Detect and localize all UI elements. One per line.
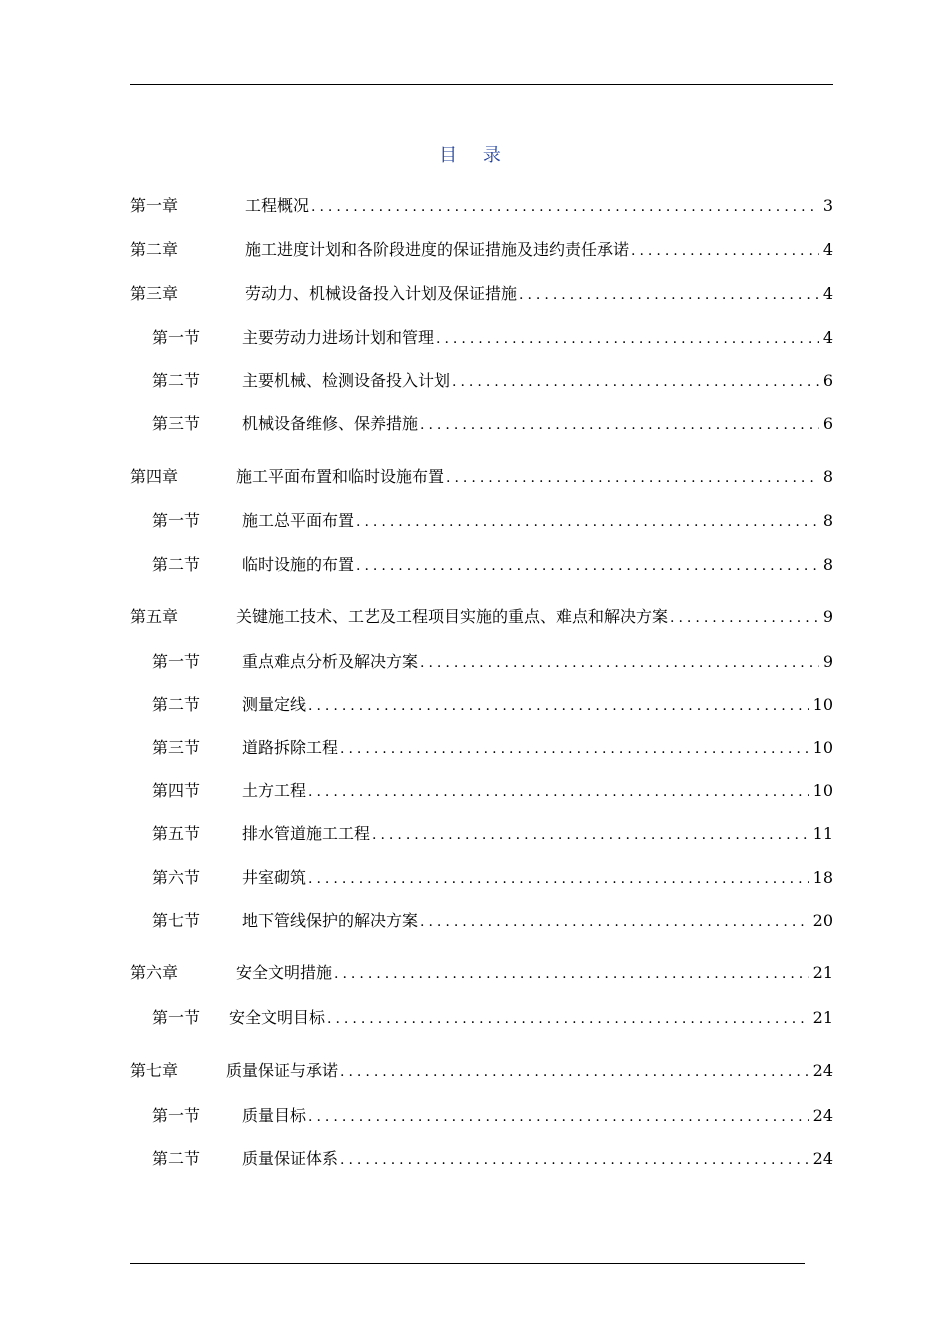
toc-entry-section[interactable] <box>152 1146 833 1170</box>
toc-entry-section[interactable] <box>152 778 833 802</box>
dot-leader <box>372 827 809 843</box>
toc-entry-section[interactable] <box>152 1005 833 1029</box>
entry-title: 重点难点分析及解决方案 <box>242 652 419 671</box>
entry-page: 10 <box>812 695 833 714</box>
entry-page: 20 <box>812 911 833 930</box>
entry-title: 劳动力、机械设备投入计划及保证措施 <box>245 284 518 303</box>
entry-page: 18 <box>812 868 833 887</box>
entry-page: 21 <box>812 963 833 982</box>
entry-label: 第一章 <box>130 196 179 215</box>
entry-page: 8 <box>822 511 833 530</box>
entry-page: 4 <box>822 240 833 259</box>
dot-leader <box>436 331 819 347</box>
footer-rule <box>130 1263 805 1264</box>
dot-leader <box>452 374 819 390</box>
entry-label: 第二章 <box>130 240 179 259</box>
toc-entry-section[interactable] <box>152 368 833 392</box>
dot-leader <box>308 784 809 800</box>
entry-title: 施工总平面布置 <box>242 511 355 530</box>
dot-leader <box>327 1011 809 1027</box>
entry-page: 9 <box>822 607 833 626</box>
entry-label: 第六节 <box>152 868 201 887</box>
entry-title: 主要劳动力进场计划和管理 <box>242 328 435 347</box>
dot-leader <box>308 871 809 887</box>
toc-entry-section[interactable] <box>152 649 833 673</box>
entry-label: 第七节 <box>152 911 201 930</box>
entry-title: 质量目标 <box>242 1106 307 1125</box>
entry-label: 第二节 <box>152 555 201 574</box>
toc-title: 目 录 <box>439 145 511 166</box>
dot-leader <box>334 966 809 982</box>
dot-leader <box>356 514 819 530</box>
entry-title: 质量保证与承诺 <box>226 1061 339 1080</box>
entry-label: 第一节 <box>152 511 201 530</box>
toc-entry-chapter[interactable] <box>130 604 833 628</box>
entry-label: 第六章 <box>130 963 179 982</box>
entry-title: 地下管线保护的解决方案 <box>242 911 419 930</box>
dot-leader <box>340 1064 809 1080</box>
entry-label: 第三节 <box>152 738 201 757</box>
entry-label: 第五章 <box>130 607 179 626</box>
entry-title: 关键施工技术、工艺及工程项目实施的重点、难点和解决方案 <box>236 607 669 626</box>
entry-title: 安全文明目标 <box>229 1008 326 1027</box>
toc-entry-section[interactable] <box>152 552 833 576</box>
entry-label: 第一节 <box>152 652 201 671</box>
entry-page: 24 <box>812 1149 833 1168</box>
toc-entry-section[interactable] <box>152 865 833 889</box>
toc-entry-section[interactable] <box>152 325 833 349</box>
dot-leader <box>340 1152 809 1168</box>
toc-entry-chapter[interactable] <box>130 237 833 261</box>
toc-entry-section[interactable] <box>152 1103 833 1127</box>
entry-title: 临时设施的布置 <box>242 555 355 574</box>
entry-title: 井室砌筑 <box>242 868 307 887</box>
dot-leader <box>631 243 819 259</box>
entry-label: 第三章 <box>130 284 179 303</box>
entry-label: 第五节 <box>152 824 201 843</box>
entry-page: 8 <box>822 555 833 574</box>
toc-entry-section[interactable] <box>152 411 833 435</box>
entry-page: 8 <box>822 467 833 486</box>
entry-title: 工程概况 <box>245 196 310 215</box>
toc-entry-section[interactable] <box>152 821 833 845</box>
entry-label: 第七章 <box>130 1061 179 1080</box>
toc-entry-chapter[interactable] <box>130 464 833 488</box>
entry-label: 第二节 <box>152 371 201 390</box>
entry-label: 第二节 <box>152 695 201 714</box>
dot-leader <box>308 698 809 714</box>
toc-entry-chapter[interactable] <box>130 960 833 984</box>
entry-label: 第三节 <box>152 414 201 433</box>
entry-label: 第二节 <box>152 1149 201 1168</box>
entry-page: 4 <box>822 328 833 347</box>
entry-title: 施工平面布置和临时设施布置 <box>236 467 445 486</box>
entry-label: 第四章 <box>130 467 179 486</box>
toc-entry-section[interactable] <box>152 908 833 932</box>
entry-title: 道路拆除工程 <box>242 738 339 757</box>
entry-label: 第一节 <box>152 1008 201 1027</box>
dot-leader <box>340 741 809 757</box>
dot-leader <box>446 470 819 486</box>
entry-title: 质量保证体系 <box>242 1149 339 1168</box>
dot-leader <box>420 417 819 433</box>
entry-page: 6 <box>822 371 833 390</box>
entry-title: 安全文明措施 <box>236 963 333 982</box>
entry-label: 第一节 <box>152 328 201 347</box>
entry-title: 土方工程 <box>242 781 307 800</box>
entry-title: 主要机械、检测设备投入计划 <box>242 371 451 390</box>
entry-page: 10 <box>812 738 833 757</box>
toc-entry-chapter[interactable] <box>130 1058 833 1082</box>
toc-entry-section[interactable] <box>152 735 833 759</box>
dot-leader <box>420 655 819 671</box>
entry-page: 21 <box>812 1008 833 1027</box>
toc-entry-section[interactable] <box>152 508 833 532</box>
toc-entry-section[interactable] <box>152 692 833 716</box>
entry-title: 测量定线 <box>242 695 307 714</box>
entry-page: 3 <box>822 196 833 215</box>
entry-page: 24 <box>812 1061 833 1080</box>
entry-page: 9 <box>822 652 833 671</box>
entry-page: 6 <box>822 414 833 433</box>
entry-page: 10 <box>812 781 833 800</box>
entry-page: 11 <box>812 824 833 843</box>
toc-entry-chapter[interactable] <box>130 281 833 305</box>
dot-leader <box>420 914 809 930</box>
dot-leader <box>308 1109 809 1125</box>
entry-page: 4 <box>822 284 833 303</box>
entry-label: 第四节 <box>152 781 201 800</box>
entry-title: 施工进度计划和各阶段进度的保证措施及违约责任承诺 <box>245 240 630 259</box>
entry-page: 24 <box>812 1106 833 1125</box>
entry-label: 第一节 <box>152 1106 201 1125</box>
dot-leader <box>519 287 819 303</box>
dot-leader <box>311 199 819 215</box>
dot-leader <box>670 610 819 626</box>
toc-entry-chapter[interactable] <box>130 193 833 217</box>
dot-leader <box>356 558 819 574</box>
table-of-contents <box>130 0 833 1344</box>
entry-title: 排水管道施工工程 <box>242 824 371 843</box>
entry-title: 机械设备维修、保养措施 <box>242 414 419 433</box>
